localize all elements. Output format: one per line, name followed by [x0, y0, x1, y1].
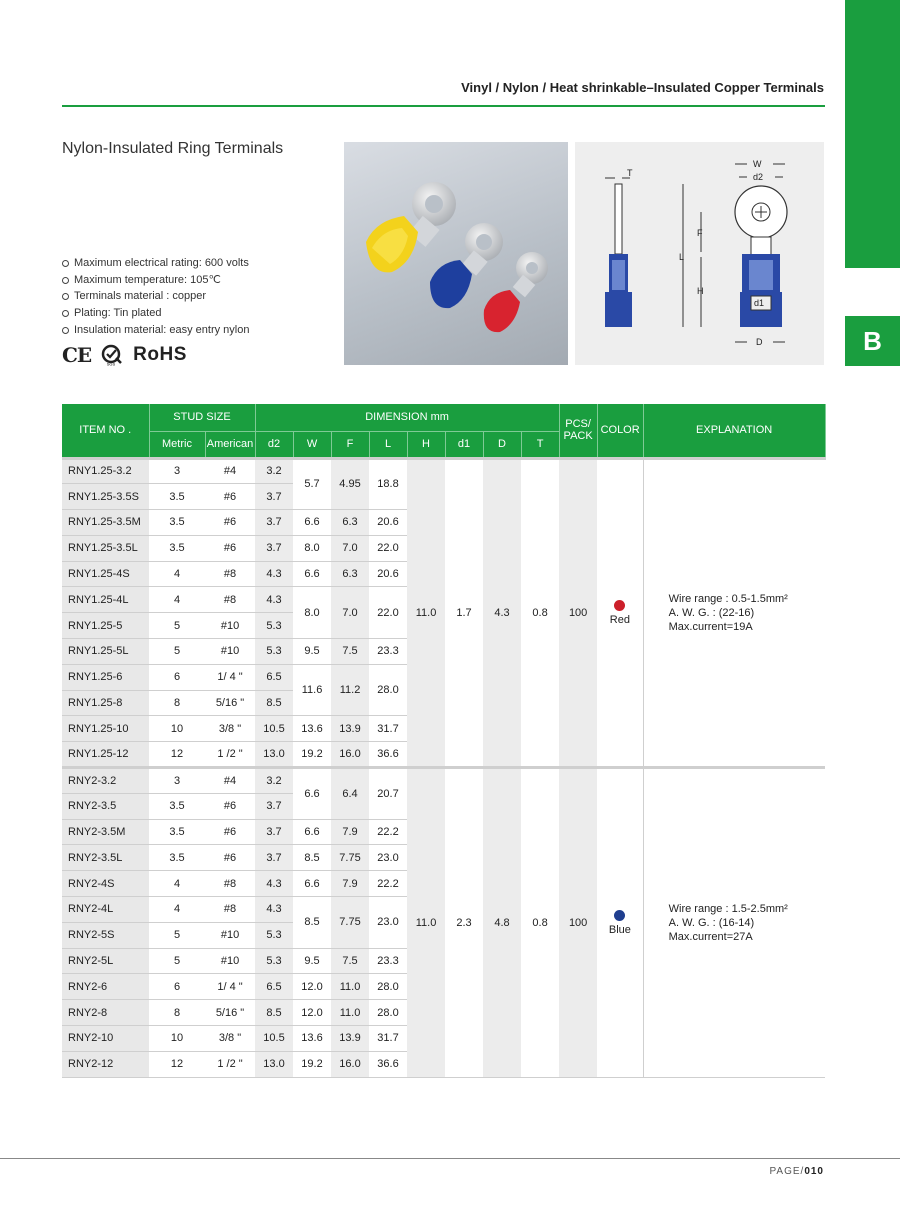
cell-item-no: RNY2-3.2 — [62, 768, 149, 794]
cell-metric: 5 — [149, 948, 205, 974]
explanation-line: Wire range : 0.5-1.5mm² — [668, 592, 788, 605]
cell-W: 6.6 — [293, 768, 331, 820]
cell-item-no: RNY2-5L — [62, 948, 149, 974]
cell-F: 16.0 — [331, 1051, 369, 1077]
cell-W: 11.6 — [293, 664, 331, 716]
cell-american: 1 /2 " — [205, 1051, 255, 1077]
cell-F: 11.0 — [331, 974, 369, 1000]
cell-d2: 3.7 — [255, 510, 293, 536]
cell-W: 19.2 — [293, 1051, 331, 1077]
col-d1: d1 — [445, 431, 483, 458]
sgs-mark-icon — [99, 344, 125, 366]
cell-F: 13.9 — [331, 1026, 369, 1052]
bullet-icon — [62, 293, 69, 300]
cell-d2: 8.5 — [255, 690, 293, 716]
cell-d2: 4.3 — [255, 897, 293, 923]
color-name: Blue — [608, 923, 631, 936]
cell-T: 0.8 — [521, 768, 559, 1078]
cell-F: 7.5 — [331, 639, 369, 665]
cell-L: 31.7 — [369, 1026, 407, 1052]
col-stud-size: STUD SIZE — [149, 404, 255, 431]
col-L: L — [369, 431, 407, 458]
side-accent-bar — [845, 0, 900, 268]
cell-american: #10 — [205, 613, 255, 639]
cell-d2: 5.3 — [255, 613, 293, 639]
col-pcs-pack: PCS/ PACK — [559, 404, 597, 458]
cell-L: 22.2 — [369, 819, 407, 845]
cell-F: 7.5 — [331, 948, 369, 974]
cell-american: #4 — [205, 458, 255, 484]
cell-F: 16.0 — [331, 742, 369, 768]
cell-L: 22.0 — [369, 535, 407, 561]
cell-d2: 4.3 — [255, 871, 293, 897]
svg-text:D: D — [756, 337, 763, 347]
cell-american: #6 — [205, 484, 255, 510]
header-divider — [62, 105, 825, 107]
cell-L: 20.6 — [369, 561, 407, 587]
cell-W: 6.6 — [293, 819, 331, 845]
cell-d2: 10.5 — [255, 716, 293, 742]
cell-american: #4 — [205, 768, 255, 794]
cell-metric: 3 — [149, 768, 205, 794]
cell-metric: 3.5 — [149, 819, 205, 845]
cell-L: 28.0 — [369, 664, 407, 716]
cell-d2: 4.3 — [255, 587, 293, 613]
svg-text:d1: d1 — [754, 298, 765, 308]
page-number: PAGE/010 — [769, 1166, 824, 1177]
bullet-icon — [62, 310, 69, 317]
cell-metric: 3.5 — [149, 793, 205, 819]
cell-item-no: RNY1.25-8 — [62, 690, 149, 716]
ce-mark-icon: CE — [62, 343, 92, 367]
feature-item: Maximum electrical rating: 600 volts — [62, 255, 249, 272]
cell-metric: 12 — [149, 1051, 205, 1077]
cell-F: 7.9 — [331, 871, 369, 897]
cell-W: 12.0 — [293, 974, 331, 1000]
cell-metric: 4 — [149, 871, 205, 897]
cell-W: 5.7 — [293, 458, 331, 510]
footer-divider — [0, 1158, 900, 1159]
cell-metric: 4 — [149, 561, 205, 587]
cell-F: 7.75 — [331, 897, 369, 949]
explanation-line: Wire range : 1.5-2.5mm² — [668, 902, 788, 915]
table-row — [62, 458, 825, 484]
cell-american: 5/16 " — [205, 690, 255, 716]
cell-color — [597, 768, 643, 1078]
cell-F: 7.0 — [331, 535, 369, 561]
cell-american: #8 — [205, 871, 255, 897]
cell-item-no: RNY1.25-3.5M — [62, 510, 149, 536]
yellow-terminal — [366, 182, 456, 272]
cell-F: 6.4 — [331, 768, 369, 820]
bullet-icon — [62, 260, 69, 267]
cell-american: 1 /2 " — [205, 742, 255, 768]
cell-item-no: RNY2-6 — [62, 974, 149, 1000]
cell-L: 18.8 — [369, 458, 407, 510]
cell-d1: 2.3 — [445, 768, 483, 1078]
cell-metric: 10 — [149, 1026, 205, 1052]
cell-F: 7.9 — [331, 819, 369, 845]
cell-F: 11.2 — [331, 664, 369, 716]
cell-item-no: RNY1.25-3.5L — [62, 535, 149, 561]
cell-d2: 3.7 — [255, 535, 293, 561]
cell-american: #8 — [205, 897, 255, 923]
dimension-drawing — [575, 142, 824, 365]
col-metric: Metric — [149, 431, 205, 458]
col-item-no: ITEM NO . — [62, 404, 149, 458]
explanation-line: A. W. G. : (16-14) — [668, 916, 755, 929]
cell-F: 11.0 — [331, 1000, 369, 1026]
col-color: COLOR — [597, 404, 643, 458]
rohs-mark: RoHS — [133, 344, 187, 365]
col-D: D — [483, 431, 521, 458]
product-title: Nylon-Insulated Ring Terminals — [62, 140, 284, 157]
cell-L: 31.7 — [369, 716, 407, 742]
cell-T: 0.8 — [521, 458, 559, 768]
cell-L: 23.3 — [369, 948, 407, 974]
cell-L: 36.6 — [369, 1051, 407, 1077]
cell-american: #6 — [205, 845, 255, 871]
cell-pcs-pack: 100 — [559, 458, 597, 768]
bullet-icon — [62, 327, 69, 334]
cell-american: #6 — [205, 819, 255, 845]
cell-american: 1/ 4 " — [205, 664, 255, 690]
cell-metric: 4 — [149, 897, 205, 923]
cell-H: 11.0 — [407, 458, 445, 768]
cell-metric: 3.5 — [149, 484, 205, 510]
cell-american: 5/16 " — [205, 1000, 255, 1026]
cell-d2: 13.0 — [255, 1051, 293, 1077]
cell-L: 22.2 — [369, 871, 407, 897]
cell-item-no: RNY1.25-5 — [62, 613, 149, 639]
cell-metric: 8 — [149, 690, 205, 716]
cell-pcs-pack: 100 — [559, 768, 597, 1078]
feature-item: Insulation material: easy entry nylon — [62, 322, 249, 339]
cell-W: 13.6 — [293, 716, 331, 742]
cell-d2: 3.7 — [255, 845, 293, 871]
cell-d2: 3.2 — [255, 768, 293, 794]
cell-d2: 5.3 — [255, 922, 293, 948]
cell-american: #10 — [205, 639, 255, 665]
certification-logos — [62, 343, 187, 367]
color-swatch-icon — [614, 600, 625, 611]
cell-L: 20.7 — [369, 768, 407, 820]
bullet-icon — [62, 277, 69, 284]
explanation-line: Max.current=27A — [668, 930, 753, 943]
cell-L: 23.0 — [369, 845, 407, 871]
cell-d1: 1.7 — [445, 458, 483, 768]
cell-d2: 5.3 — [255, 639, 293, 665]
cell-W: 19.2 — [293, 742, 331, 768]
cell-W: 6.6 — [293, 561, 331, 587]
svg-text:SGS: SGS — [106, 361, 116, 366]
cell-W: 8.0 — [293, 587, 331, 639]
cell-F: 7.75 — [331, 845, 369, 871]
cell-american: #6 — [205, 510, 255, 536]
svg-text:T: T — [627, 168, 633, 178]
cell-item-no: RNY1.25-4S — [62, 561, 149, 587]
cell-d2: 6.5 — [255, 974, 293, 1000]
cell-W: 8.5 — [293, 897, 331, 949]
cell-item-no: RNY2-3.5M — [62, 819, 149, 845]
cell-item-no: RNY2-3.5 — [62, 793, 149, 819]
cell-metric: 6 — [149, 664, 205, 690]
cell-item-no: RNY2-3.5L — [62, 845, 149, 871]
cell-d2: 13.0 — [255, 742, 293, 768]
cell-L: 22.0 — [369, 587, 407, 639]
explanation-line: Max.current=19A — [668, 620, 753, 633]
cell-metric: 3.5 — [149, 845, 205, 871]
col-american: American — [205, 431, 255, 458]
cell-d2: 3.7 — [255, 819, 293, 845]
cell-L: 23.3 — [369, 639, 407, 665]
cell-metric: 3.5 — [149, 535, 205, 561]
cell-metric: 6 — [149, 974, 205, 1000]
cell-L: 28.0 — [369, 974, 407, 1000]
cell-item-no: RNY2-10 — [62, 1026, 149, 1052]
table-row — [62, 768, 825, 794]
col-F: F — [331, 431, 369, 458]
cell-W: 6.6 — [293, 871, 331, 897]
cell-item-no: RNY1.25-5L — [62, 639, 149, 665]
product-photo — [344, 142, 568, 365]
cell-american: #8 — [205, 587, 255, 613]
cell-american: #8 — [205, 561, 255, 587]
cell-W: 9.5 — [293, 948, 331, 974]
cell-american: 3/8 " — [205, 716, 255, 742]
cell-item-no: RNY2-4S — [62, 871, 149, 897]
svg-text:H: H — [697, 286, 704, 296]
cell-item-no: RNY1.25-6 — [62, 664, 149, 690]
feature-item: Maximum temperature: 105℃ — [62, 272, 249, 289]
cell-metric: 4 — [149, 587, 205, 613]
blue-terminal — [430, 223, 503, 308]
cell-d2: 6.5 — [255, 664, 293, 690]
section-tab[interactable]: B — [845, 316, 900, 366]
cell-F: 6.3 — [331, 561, 369, 587]
cell-W: 9.5 — [293, 639, 331, 665]
cell-L: 23.0 — [369, 897, 407, 949]
color-name: Red — [609, 613, 630, 626]
cell-american: #10 — [205, 922, 255, 948]
feature-item: Terminals material : copper — [62, 288, 249, 305]
cell-d2: 3.7 — [255, 484, 293, 510]
cell-W: 13.6 — [293, 1026, 331, 1052]
cell-item-no: RNY1.25-12 — [62, 742, 149, 768]
cell-item-no: RNY1.25-10 — [62, 716, 149, 742]
cell-d2: 8.5 — [255, 1000, 293, 1026]
cell-metric: 5 — [149, 922, 205, 948]
red-terminal — [484, 252, 548, 332]
cell-american: 3/8 " — [205, 1026, 255, 1052]
cell-d2: 3.7 — [255, 793, 293, 819]
cell-d2: 3.2 — [255, 458, 293, 484]
explanation-line: A. W. G. : (22-16) — [668, 606, 755, 619]
cell-D: 4.3 — [483, 458, 521, 768]
cell-item-no: RNY1.25-4L — [62, 587, 149, 613]
cell-item-no: RNY2-5S — [62, 922, 149, 948]
cell-F: 6.3 — [331, 510, 369, 536]
col-T: T — [521, 431, 559, 458]
svg-text:W: W — [753, 159, 762, 169]
cell-item-no: RNY1.25-3.2 — [62, 458, 149, 484]
col-H: H — [407, 431, 445, 458]
col-explanation: EXPLANATION — [643, 404, 825, 458]
svg-text:d2: d2 — [753, 172, 764, 182]
cell-L: 20.6 — [369, 510, 407, 536]
cell-american: #6 — [205, 535, 255, 561]
cell-metric: 5 — [149, 613, 205, 639]
cell-F: 4.95 — [331, 458, 369, 510]
cell-L: 28.0 — [369, 1000, 407, 1026]
cell-metric: 5 — [149, 639, 205, 665]
feature-item: Plating: Tin plated — [62, 305, 249, 322]
cell-metric: 10 — [149, 716, 205, 742]
cell-F: 13.9 — [331, 716, 369, 742]
cell-F: 7.0 — [331, 587, 369, 639]
cell-american: #10 — [205, 948, 255, 974]
cell-d2: 5.3 — [255, 948, 293, 974]
cell-W: 8.5 — [293, 845, 331, 871]
cell-metric: 3.5 — [149, 510, 205, 536]
cell-color — [597, 458, 643, 768]
color-swatch-icon — [614, 910, 625, 921]
cell-item-no: RNY1.25-3.5S — [62, 484, 149, 510]
cell-explanation — [643, 768, 825, 1078]
cell-item-no: RNY2-8 — [62, 1000, 149, 1026]
cell-d2: 4.3 — [255, 561, 293, 587]
cell-metric: 8 — [149, 1000, 205, 1026]
cell-d2: 10.5 — [255, 1026, 293, 1052]
col-dimension: DIMENSION mm — [255, 404, 559, 431]
cell-item-no: RNY2-12 — [62, 1051, 149, 1077]
cell-american: #6 — [205, 793, 255, 819]
feature-list — [62, 255, 249, 339]
cell-D: 4.8 — [483, 768, 521, 1078]
cell-item-no: RNY2-4L — [62, 897, 149, 923]
cell-explanation — [643, 458, 825, 768]
cell-L: 36.6 — [369, 742, 407, 768]
cell-american: 1/ 4 " — [205, 974, 255, 1000]
svg-text:F: F — [697, 228, 703, 238]
col-W: W — [293, 431, 331, 458]
svg-text:L: L — [679, 252, 685, 262]
cell-metric: 12 — [149, 742, 205, 768]
specification-table — [62, 404, 826, 1078]
col-d2: d2 — [255, 431, 293, 458]
cell-W: 6.6 — [293, 510, 331, 536]
cell-H: 11.0 — [407, 768, 445, 1078]
cell-W: 12.0 — [293, 1000, 331, 1026]
cell-W: 8.0 — [293, 535, 331, 561]
catalog-header-title: Vinyl / Nylon / Heat shrinkable–Insulated Copper Terminals — [461, 80, 824, 95]
cell-metric: 3 — [149, 458, 205, 484]
